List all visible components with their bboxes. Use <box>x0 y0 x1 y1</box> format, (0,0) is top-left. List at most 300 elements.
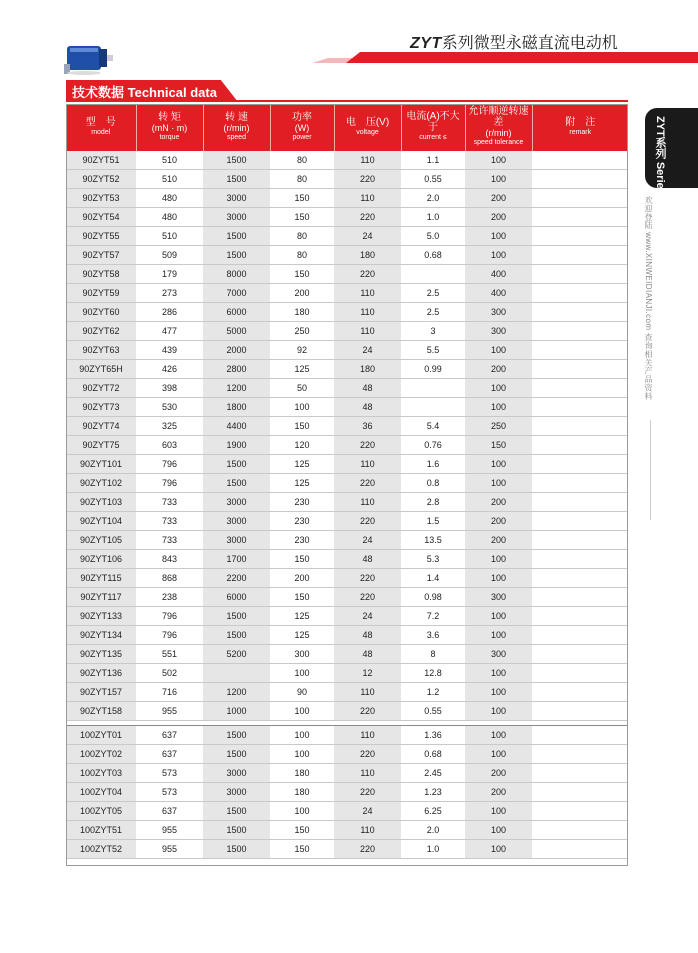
cell-power: 100 <box>270 664 334 683</box>
cell-voltage: 36 <box>334 417 401 436</box>
cell-torque: 398 <box>136 379 203 398</box>
table-row <box>66 227 628 246</box>
cell-voltage: 110 <box>334 151 401 170</box>
cell-power: 125 <box>270 360 334 379</box>
cell-power: 150 <box>270 550 334 569</box>
cell-power: 100 <box>270 726 334 745</box>
cell-power: 230 <box>270 493 334 512</box>
cell-power: 150 <box>270 821 334 840</box>
table-row <box>66 417 628 436</box>
column-header-model-en: model <box>91 128 111 136</box>
cell-torque: 796 <box>136 474 203 493</box>
cell-speed-tolerance: 100 <box>465 398 532 417</box>
cell-current: 0.99 <box>401 360 465 379</box>
column-header-remark-en: remark <box>569 128 592 136</box>
cell-current: 1.5 <box>401 512 465 531</box>
cell-speed: 1500 <box>203 821 270 840</box>
table-row <box>66 151 628 170</box>
cell-speed: 1800 <box>203 398 270 417</box>
cell-torque: 510 <box>136 170 203 189</box>
cell-current: 2.45 <box>401 764 465 783</box>
column-header-current-en: current ≤ <box>419 134 447 141</box>
table-row <box>66 303 628 322</box>
table-row <box>66 436 628 455</box>
cell-power: 80 <box>270 170 334 189</box>
cell-model: 90ZYT72 <box>66 379 136 398</box>
table-row <box>66 550 628 569</box>
cell-model: 90ZYT63 <box>66 341 136 360</box>
cell-voltage: 220 <box>334 783 401 802</box>
cell-power: 50 <box>270 379 334 398</box>
cell-speed <box>203 664 270 683</box>
cell-remark <box>532 170 628 189</box>
cell-remark <box>532 821 628 840</box>
cell-model: 90ZYT53 <box>66 189 136 208</box>
cell-speed: 1500 <box>203 726 270 745</box>
cell-voltage: 48 <box>334 550 401 569</box>
cell-current: 1.4 <box>401 569 465 588</box>
cell-torque: 480 <box>136 208 203 227</box>
cell-speed: 5000 <box>203 322 270 341</box>
table-row <box>66 764 628 783</box>
cell-speed-tolerance: 100 <box>465 726 532 745</box>
cell-speed: 1500 <box>203 246 270 265</box>
cell-model: 90ZYT54 <box>66 208 136 227</box>
cell-speed: 8000 <box>203 265 270 284</box>
cell-speed-tolerance: 100 <box>465 341 532 360</box>
cell-remark <box>532 151 628 170</box>
cell-current: 0.8 <box>401 474 465 493</box>
cell-voltage: 24 <box>334 531 401 550</box>
cell-speed: 1500 <box>203 745 270 764</box>
cell-current: 6.25 <box>401 802 465 821</box>
cell-model: 90ZYT158 <box>66 702 136 721</box>
cell-model: 90ZYT133 <box>66 607 136 626</box>
table-row <box>66 607 628 626</box>
column-header-power-zh: 功率 <box>292 111 312 123</box>
cell-remark <box>532 512 628 531</box>
table-row <box>66 531 628 550</box>
cell-power: 125 <box>270 455 334 474</box>
column-header-model-zh: 型 号 <box>85 116 116 128</box>
cell-voltage: 24 <box>334 227 401 246</box>
cell-model: 90ZYT75 <box>66 436 136 455</box>
cell-current: 1.23 <box>401 783 465 802</box>
cell-model: 90ZYT55 <box>66 227 136 246</box>
cell-speed: 1500 <box>203 607 270 626</box>
cell-model: 90ZYT58 <box>66 265 136 284</box>
table-row <box>66 379 628 398</box>
cell-speed: 3000 <box>203 783 270 802</box>
cell-voltage: 48 <box>334 398 401 417</box>
cell-remark <box>532 246 628 265</box>
cell-current: 0.76 <box>401 436 465 455</box>
cell-speed-tolerance: 300 <box>465 645 532 664</box>
cell-voltage: 220 <box>334 512 401 531</box>
column-header-model <box>66 104 136 151</box>
table-row <box>66 702 628 721</box>
cell-model: 90ZYT52 <box>66 170 136 189</box>
cell-power: 200 <box>270 284 334 303</box>
cell-current: 1.0 <box>401 208 465 227</box>
cell-speed: 2800 <box>203 360 270 379</box>
cell-speed-tolerance: 100 <box>465 626 532 645</box>
cell-model: 90ZYT117 <box>66 588 136 607</box>
cell-speed: 1500 <box>203 170 270 189</box>
cell-torque: 510 <box>136 151 203 170</box>
cell-voltage: 220 <box>334 840 401 859</box>
cell-remark <box>532 284 628 303</box>
cell-torque: 637 <box>136 802 203 821</box>
column-header-power-en: power <box>292 133 312 141</box>
cell-model: 90ZYT115 <box>66 569 136 588</box>
cell-torque: 477 <box>136 322 203 341</box>
cell-speed: 4400 <box>203 417 270 436</box>
cell-voltage: 220 <box>334 170 401 189</box>
cell-speed-tolerance: 100 <box>465 745 532 764</box>
cell-current: 1.0 <box>401 840 465 859</box>
cell-power: 230 <box>270 512 334 531</box>
cell-torque: 955 <box>136 840 203 859</box>
cell-speed-tolerance: 100 <box>465 702 532 721</box>
cell-speed: 3000 <box>203 189 270 208</box>
table-row <box>66 626 628 645</box>
cell-current: 13.5 <box>401 531 465 550</box>
cell-torque: 955 <box>136 702 203 721</box>
cell-remark <box>532 493 628 512</box>
cell-speed: 3000 <box>203 531 270 550</box>
column-header-speed-tolerance-unit: (r/min) <box>485 128 512 138</box>
cell-current: 0.68 <box>401 246 465 265</box>
cell-speed-tolerance: 200 <box>465 208 532 227</box>
cell-torque: 796 <box>136 626 203 645</box>
cell-remark <box>532 726 628 745</box>
table-row <box>66 284 628 303</box>
cell-current: 1.1 <box>401 151 465 170</box>
cell-speed: 3000 <box>203 493 270 512</box>
cell-speed: 1500 <box>203 227 270 246</box>
cell-speed-tolerance: 100 <box>465 246 532 265</box>
cell-current: 7.2 <box>401 607 465 626</box>
cell-power: 100 <box>270 398 334 417</box>
cell-torque: 843 <box>136 550 203 569</box>
cell-remark <box>532 474 628 493</box>
table-row <box>66 398 628 417</box>
header-stripe <box>346 52 698 63</box>
cell-power: 80 <box>270 246 334 265</box>
table-row <box>66 664 628 683</box>
cell-speed: 1500 <box>203 626 270 645</box>
cell-voltage: 48 <box>334 379 401 398</box>
cell-speed-tolerance: 200 <box>465 512 532 531</box>
cell-speed: 1200 <box>203 379 270 398</box>
cell-torque: 238 <box>136 588 203 607</box>
cell-remark <box>532 398 628 417</box>
cell-remark <box>532 455 628 474</box>
cell-speed: 1700 <box>203 550 270 569</box>
cell-current: 1.6 <box>401 455 465 474</box>
cell-power: 150 <box>270 417 334 436</box>
column-header-speed <box>203 104 270 151</box>
cell-remark <box>532 436 628 455</box>
cell-remark <box>532 417 628 436</box>
cell-voltage: 110 <box>334 303 401 322</box>
cell-voltage: 110 <box>334 493 401 512</box>
column-header-speed-tolerance-zh: 允许顺逆转速差 <box>468 106 529 128</box>
cell-power: 125 <box>270 474 334 493</box>
header-stripe-accent <box>312 58 352 63</box>
cell-torque: 573 <box>136 764 203 783</box>
cell-current: 0.98 <box>401 588 465 607</box>
cell-speed-tolerance: 100 <box>465 379 532 398</box>
cell-speed-tolerance: 100 <box>465 664 532 683</box>
cell-torque: 480 <box>136 189 203 208</box>
cell-remark <box>532 550 628 569</box>
cell-remark <box>532 360 628 379</box>
table-row <box>66 208 628 227</box>
column-header-voltage <box>334 104 401 151</box>
cell-torque: 573 <box>136 783 203 802</box>
cell-torque: 273 <box>136 284 203 303</box>
cell-current: 2.0 <box>401 189 465 208</box>
cell-current: 3 <box>401 322 465 341</box>
cell-torque: 502 <box>136 664 203 683</box>
table-row <box>66 821 628 840</box>
table-row <box>66 265 628 284</box>
cell-model: 90ZYT136 <box>66 664 136 683</box>
cell-model: 100ZYT03 <box>66 764 136 783</box>
table-row <box>66 802 628 821</box>
cell-current: 0.55 <box>401 702 465 721</box>
cell-speed: 7000 <box>203 284 270 303</box>
cell-model: 90ZYT73 <box>66 398 136 417</box>
cell-speed: 1200 <box>203 683 270 702</box>
cell-speed: 6000 <box>203 588 270 607</box>
cell-voltage: 220 <box>334 745 401 764</box>
cell-remark <box>532 645 628 664</box>
column-header-speed-en: speed <box>226 133 247 141</box>
column-header-torque-unit: (mN · m) <box>151 122 188 133</box>
cell-power: 150 <box>270 189 334 208</box>
table-row <box>66 493 628 512</box>
series-side-tab-label: ZYT系列 Series <box>654 116 666 195</box>
table-row <box>66 588 628 607</box>
cell-power: 300 <box>270 645 334 664</box>
cell-model: 90ZYT106 <box>66 550 136 569</box>
cell-current: 1.36 <box>401 726 465 745</box>
cell-speed-tolerance: 100 <box>465 840 532 859</box>
cell-speed-tolerance: 100 <box>465 474 532 493</box>
cell-power: 150 <box>270 588 334 607</box>
cell-voltage: 220 <box>334 474 401 493</box>
cell-voltage: 24 <box>334 607 401 626</box>
cell-voltage: 110 <box>334 322 401 341</box>
cell-speed-tolerance: 100 <box>465 550 532 569</box>
cell-remark <box>532 626 628 645</box>
table-row <box>66 569 628 588</box>
cell-torque: 510 <box>136 227 203 246</box>
cell-torque: 637 <box>136 745 203 764</box>
cell-current: 2.0 <box>401 821 465 840</box>
cell-remark <box>532 840 628 859</box>
cell-power: 150 <box>270 840 334 859</box>
cell-voltage: 110 <box>334 726 401 745</box>
cell-speed-tolerance: 300 <box>465 322 532 341</box>
cell-speed-tolerance: 100 <box>465 227 532 246</box>
cell-speed-tolerance: 300 <box>465 303 532 322</box>
cell-speed-tolerance: 200 <box>465 531 532 550</box>
cell-power: 125 <box>270 607 334 626</box>
website-vertical-text: 欢迎登陆 www.XINWEIDIANJI.com 查询相关产品资料 <box>644 196 653 401</box>
cell-remark <box>532 588 628 607</box>
cell-speed: 3000 <box>203 208 270 227</box>
cell-model: 90ZYT60 <box>66 303 136 322</box>
series-title: 系列微型永磁直流电动机 <box>441 35 618 52</box>
cell-speed-tolerance: 250 <box>465 417 532 436</box>
cell-remark <box>532 745 628 764</box>
cell-speed-tolerance: 400 <box>465 284 532 303</box>
cell-speed: 1500 <box>203 802 270 821</box>
cell-model: 100ZYT02 <box>66 745 136 764</box>
table-row <box>66 512 628 531</box>
table-row <box>66 683 628 702</box>
table-row <box>66 246 628 265</box>
cell-current: 3.6 <box>401 626 465 645</box>
cell-voltage: 180 <box>334 360 401 379</box>
cell-model: 90ZYT102 <box>66 474 136 493</box>
cell-model: 90ZYT62 <box>66 322 136 341</box>
cell-torque: 733 <box>136 512 203 531</box>
cell-remark <box>532 322 628 341</box>
cell-remark <box>532 265 628 284</box>
cell-torque: 530 <box>136 398 203 417</box>
cell-speed-tolerance: 100 <box>465 821 532 840</box>
cell-speed: 3000 <box>203 512 270 531</box>
cell-remark <box>532 208 628 227</box>
cell-speed: 6000 <box>203 303 270 322</box>
column-header-speed-tolerance <box>465 104 532 151</box>
cell-model: 100ZYT05 <box>66 802 136 821</box>
column-header-speed-unit: (r/min) <box>223 122 250 133</box>
cell-speed-tolerance: 150 <box>465 436 532 455</box>
cell-speed-tolerance: 100 <box>465 569 532 588</box>
cell-voltage: 220 <box>334 436 401 455</box>
cell-voltage: 24 <box>334 802 401 821</box>
cell-speed-tolerance: 100 <box>465 170 532 189</box>
cell-model: 90ZYT59 <box>66 284 136 303</box>
cell-speed: 1500 <box>203 151 270 170</box>
cell-voltage: 220 <box>334 208 401 227</box>
cell-voltage: 220 <box>334 588 401 607</box>
cell-remark <box>532 379 628 398</box>
cell-power: 90 <box>270 683 334 702</box>
cell-speed: 5200 <box>203 645 270 664</box>
cell-remark <box>532 341 628 360</box>
cell-power: 125 <box>270 626 334 645</box>
cell-voltage: 110 <box>334 189 401 208</box>
cell-power: 92 <box>270 341 334 360</box>
cell-model: 90ZYT134 <box>66 626 136 645</box>
brand-name: ZYT <box>410 35 442 52</box>
column-header-current <box>401 104 465 151</box>
cell-voltage: 48 <box>334 645 401 664</box>
cell-current: 5.4 <box>401 417 465 436</box>
cell-torque: 551 <box>136 645 203 664</box>
cell-speed: 1500 <box>203 455 270 474</box>
cell-current: 8 <box>401 645 465 664</box>
cell-model: 100ZYT01 <box>66 726 136 745</box>
table-row <box>66 360 628 379</box>
cell-voltage: 110 <box>334 764 401 783</box>
column-header-speed-zh: 转 速 <box>225 111 248 123</box>
cell-remark <box>532 303 628 322</box>
table-row <box>66 341 628 360</box>
cell-power: 120 <box>270 436 334 455</box>
cell-power: 100 <box>270 702 334 721</box>
column-header-torque-en: torque <box>159 133 180 141</box>
cell-current: 5.3 <box>401 550 465 569</box>
cell-speed-tolerance: 200 <box>465 360 532 379</box>
cell-speed-tolerance: 200 <box>465 189 532 208</box>
cell-torque: 179 <box>136 265 203 284</box>
website-vertical-text-wrap <box>643 196 659 526</box>
cell-torque: 286 <box>136 303 203 322</box>
column-header-torque <box>136 104 203 151</box>
cell-power: 230 <box>270 531 334 550</box>
cell-model: 90ZYT104 <box>66 512 136 531</box>
table-row <box>66 455 628 474</box>
cell-torque: 733 <box>136 531 203 550</box>
cell-torque: 955 <box>136 821 203 840</box>
motor-product-image <box>64 40 114 76</box>
cell-power: 150 <box>270 265 334 284</box>
cell-current: 0.55 <box>401 170 465 189</box>
cell-remark <box>532 227 628 246</box>
cell-speed: 3000 <box>203 764 270 783</box>
cell-speed: 2000 <box>203 341 270 360</box>
column-header-torque-zh: 转 矩 <box>158 111 181 123</box>
cell-model: 90ZYT105 <box>66 531 136 550</box>
cell-model: 90ZYT157 <box>66 683 136 702</box>
cell-current: 5.5 <box>401 341 465 360</box>
cell-voltage: 110 <box>334 683 401 702</box>
cell-model: 90ZYT103 <box>66 493 136 512</box>
cell-voltage: 220 <box>334 569 401 588</box>
cell-speed-tolerance: 100 <box>465 802 532 821</box>
page-header-title <box>410 30 618 53</box>
technical-data-table <box>66 104 628 859</box>
cell-speed-tolerance: 100 <box>465 455 532 474</box>
cell-power: 200 <box>270 569 334 588</box>
cell-torque: 868 <box>136 569 203 588</box>
cell-speed-tolerance: 300 <box>465 588 532 607</box>
table-header-row <box>66 104 628 151</box>
cell-model: 90ZYT74 <box>66 417 136 436</box>
cell-speed: 1500 <box>203 474 270 493</box>
cell-voltage: 24 <box>334 341 401 360</box>
cell-remark <box>532 783 628 802</box>
cell-speed-tolerance: 400 <box>465 265 532 284</box>
cell-voltage: 110 <box>334 455 401 474</box>
cell-model: 90ZYT51 <box>66 151 136 170</box>
table-row <box>66 474 628 493</box>
cell-voltage: 110 <box>334 821 401 840</box>
cell-speed-tolerance: 100 <box>465 607 532 626</box>
cell-torque: 603 <box>136 436 203 455</box>
column-header-voltage-zh: 电 压(V) <box>345 116 390 128</box>
cell-model: 90ZYT135 <box>66 645 136 664</box>
cell-torque: 637 <box>136 726 203 745</box>
